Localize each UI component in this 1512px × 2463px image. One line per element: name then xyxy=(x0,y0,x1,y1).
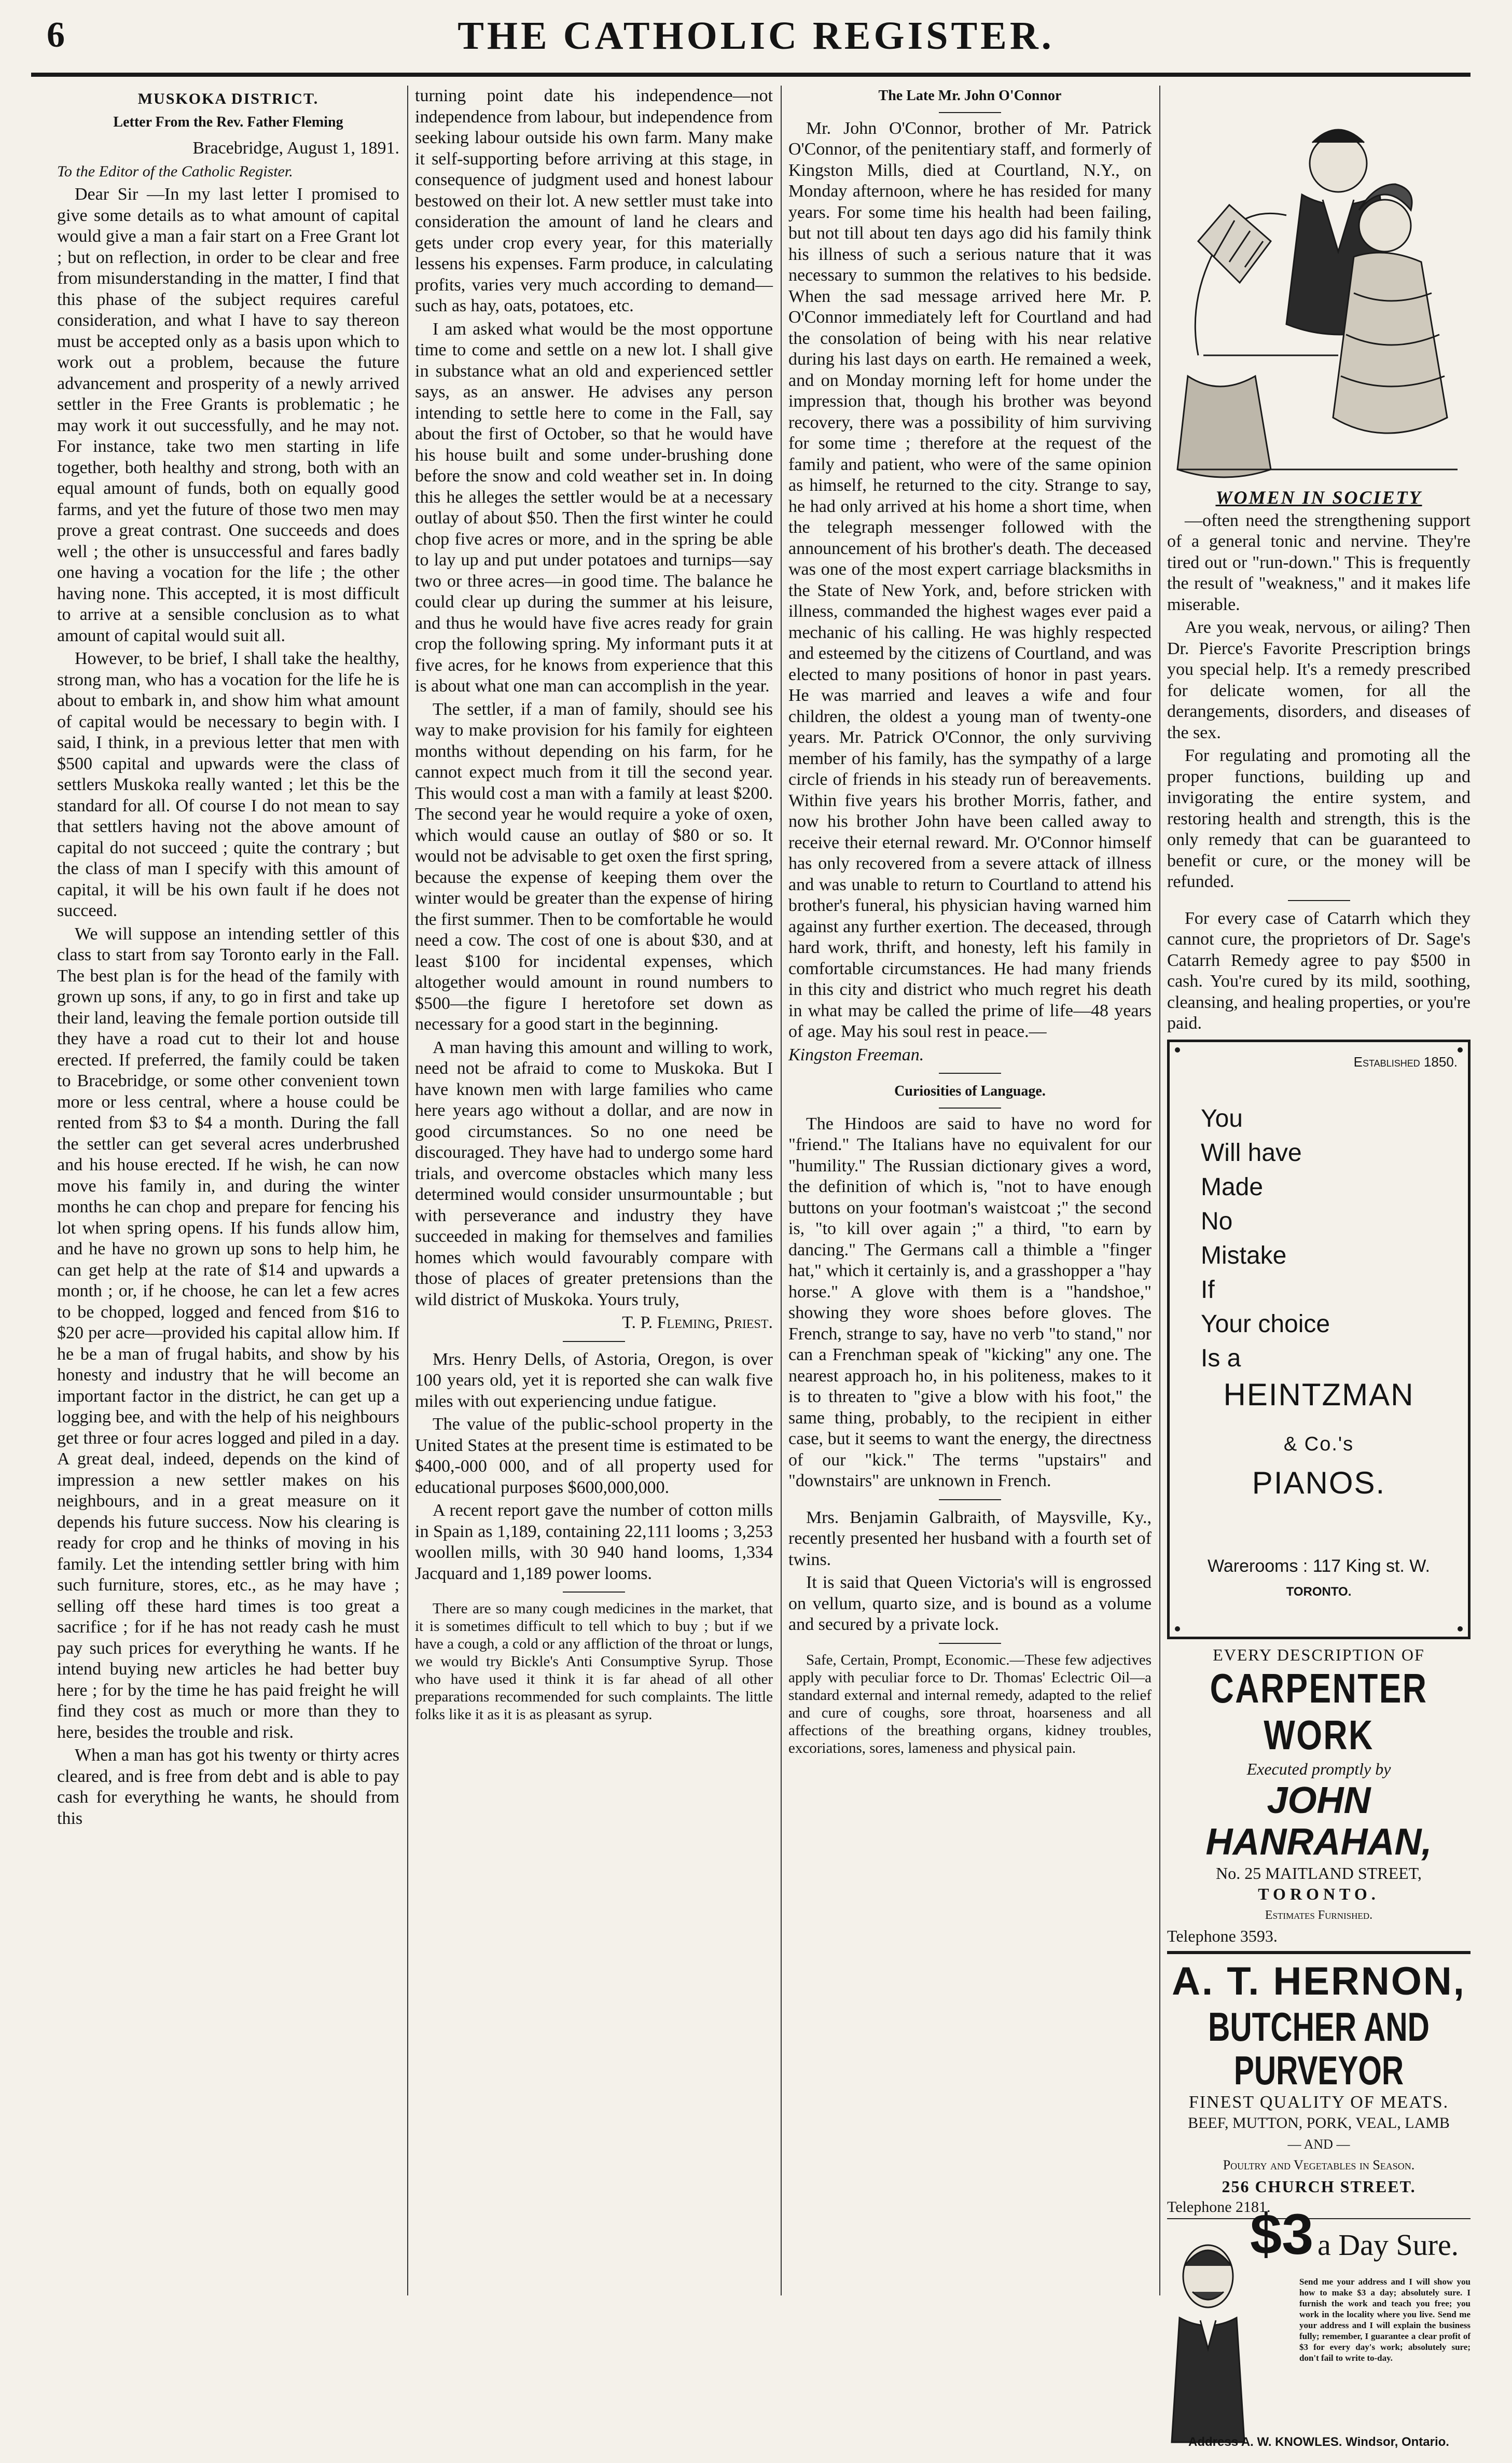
separator xyxy=(939,112,1001,113)
paragraph: We will suppose an intending settler of this class to start from say Toronto early in the Fall. The best plan is for the head of the family with grown up sons, if any, to go in first and take up their land, leaving the female portion outside till they have a road cut to their lot and house erected. If preferred, the family could be taken to Bracebridge, or some other convenient town more or less central, where a house could be rented from $3 to $4 a month. During the fall the settler can get several acres underbrushed and his house erected. If he wish, he can now move his family in, and during the winter months he can chop and prepare for fencing his lot when spring opens. If his funds allow him, and he have no grown up sons to help him, he can get help at the rate of $14 and upwards a month ; or, if he choose, he can let a few acres to be chopped, logged and fenced from $16 to $20 per acre—provided his capital allow him. If he be a man of frugal habits, and show by his honesty and industry that he will become an important factor in the district, he can get up a logging bee, and with the help of his neighbours get three or four acres logged and piled in a day. A great deal, indeed, depends on the kind of impression a new settler makes on his neighbours, and in a great measure on it depends his future success. Now his clearing is ready for crop and he thinks of moving in his family. Let the intending settler bring with him such furniture, stores, etc., as he may have ; selling off these hard times is too great a sacrifice ; for if he has not ready cash he must pay such prices for everything he wants. If he intend buying new articles he had better buy here ; for by the time he has paid freight he will find they cost as much or more than they to here, besides the trouble and risk. xyxy=(57,924,399,1742)
column-rule xyxy=(781,86,782,2295)
warerooms-line: Warerooms : 117 King st. W. xyxy=(1208,1556,1430,1576)
carpenter-address: No. 25 MAITLAND STREET, xyxy=(1216,1863,1422,1883)
paragraph: When a man has got his twenty or thirty acres cleared, and is free from debt and is able to pay cash for everything he wants, he should from this xyxy=(57,1746,399,1828)
heintzman-city: TORONTO. xyxy=(1286,1584,1352,1599)
brief-item: The value of the public-school property in the United States at the present time is estimated to be $400,-000 000, and of all property used for educational purposes $600,000,000. xyxy=(415,1415,773,1497)
article-subheading: Letter From the Rev. Father Fleming xyxy=(113,114,343,130)
ad-line: Mistake xyxy=(1201,1241,1287,1269)
column-1 xyxy=(57,86,399,2295)
carpenter-line: EVERY DESCRIPTION OF xyxy=(1213,1645,1425,1664)
eclectric-oil-ad: Safe, Certain, Prompt, Economic.—These few adjectives apply with peculiar force to Dr. Thomas' Eclectric Oil—a standard external and internal remedy, adapted to the relief and cure of coughs, sore throat, hoarseness and all affections of the breathing organs, kidney troubles, excoriations, sores, lameness and physical pain. xyxy=(788,1651,1152,1756)
hernon-name: A. T. HERNON, xyxy=(1172,1959,1466,2003)
dateline: Bracebridge, August 1, 1891. xyxy=(192,139,399,158)
pierce-paragraph: For regulating and promoting all the proper functions, building up and invigorating the entire system, and restoring health and strength, this is the only remedy that can be guaranteed to benefit or cure, or the money will be refunded. xyxy=(1167,746,1471,891)
brief-item: Mrs. Henry Dells, of Astoria, Oregon, is over 100 years old, yet it is reported she can walk five miles with out experiencing undue fatigue. xyxy=(415,1349,773,1411)
page-number: 6 xyxy=(47,15,65,55)
signature: T. P. Fleming, Priest. xyxy=(622,1313,773,1332)
pierce-paragraph: —often need the strengthening support of a general tonic and nervine. They're tired out or "run-down." This is frequently the result of "weakness," and it makes life miserable. xyxy=(1167,510,1471,614)
column-2 xyxy=(415,86,773,2295)
ad-line: Your choice xyxy=(1201,1310,1330,1338)
ad-line: Will have xyxy=(1201,1139,1302,1167)
ad-line: Is a xyxy=(1201,1344,1241,1372)
ornament-dot xyxy=(1175,1047,1180,1053)
carpenter-estimates: Estimates Furnished. xyxy=(1265,1908,1373,1922)
masthead xyxy=(41,9,1471,66)
paper-title: THE CATHOLIC REGISTER. xyxy=(457,14,1055,58)
heintzman-product: PIANOS. xyxy=(1252,1465,1386,1500)
day-sure-tag: a Day Sure. xyxy=(1317,2227,1459,2262)
day-sure-fine-print: Send me your address and I will show you how to make $3 a day; absolutely sure. I furnish the work and teach you free; you work in the locality where you live. Send me your address and I will explain the business fully; remember, I guarantee a clear profit of $3 for every day's work; absolutely sure; don't fail to write to-day. xyxy=(1299,2276,1471,2363)
ornament-dot xyxy=(1458,1047,1463,1053)
hernon-address: 256 CHURCH STREET. xyxy=(1222,2177,1416,2196)
separator xyxy=(939,1108,1001,1109)
hernon-line: — AND — xyxy=(1287,2136,1350,2152)
sage-paragraph: For every case of Catarrh which they cannot cure, the proprietors of Dr. Sage's Catarrh Remedy agree to pay $500 in cash. You're cured by its mild, soothing, cleansing, and healing properties, or you're paid. xyxy=(1167,908,1471,1033)
couple-illustration xyxy=(1167,86,1463,485)
paragraph: A man having this amount and willing to work, need not be afraid to come to Muskoka. But I have known men with large families who came here years ago without a dollar, and are now in good circumstances. So no one need be discouraged. They have had to undergo some hard trials, and overcome obstacles which many less determined would consider unsurmountable ; but with perseverance and industry they have succeeded in making for themselves and families homes which would favourably compare with those of places of greater pretensions than the wild district of Muskoka. Yours truly, xyxy=(415,1037,773,1309)
heintzman-lines xyxy=(1201,1102,1330,1376)
carpenter-city: TORONTO. xyxy=(1258,1885,1380,1903)
column-4-ads xyxy=(1167,86,1471,2449)
paragraph: turning point date his independence—not independence from labour, but independence from seeking labour outside his own farm. Many make it self-supporting before arriving at this stage, in consequence of judgment used and honest labour bestowed on their lot. A new settler must take into consideration the amount of land he clears and gets under crop every year, for this materially lessens his expenses. Farm produce, in calculating profits, varies very much according to demand—such as hay, oats, potatoes, etc. xyxy=(415,86,773,315)
ornament-dot xyxy=(1175,1626,1180,1631)
hernon-line: FINEST QUALITY OF MEATS. xyxy=(1188,2092,1449,2112)
paragraph: I am asked what would be the most opportune time to come and settle on a new lot. I shall give in substance what an old and experienced settler says, as an answer. He advises any person intending to settle here to come in the Fall, say about the first of October, so that he would have his house built and some under-brushing done before the snow and cold weather set in. In doing this he alleges the settler would be at a necessary outlay of about $50. Then the first winter he could chop five acres or more, and in the spring be able to lay up and put under potatoes and turnips—say two or three acres—in good time. The balance he could clear up during the summer at his leisure, and thus he would have five acres ready for grain crop the following spring. My informant puts it at five acres, for he knows from experience that this is about what one man can accomplish in the year. xyxy=(415,319,773,696)
paragraph: The Hindoos are said to have no word for "friend." The Italians have no equivalent for our "humility." The Russian dictionary gives a word, the definition of which is, "not to have enough buttons on your footman's waistcoat ;" the second is, "to kill over again ;" a third, "to earn by dancing." The Germans call a thimble a "finger hat," which it certainly is, and a grasshopper a "hay horse." A glove with them is a "handshoe," showing they wore shoes before gloves. The French, strange to say, have no verb "to stand," nor can a Frenchman speak of "kicking" any one. The nearest approach ho, in his politeness, makes to it is to threaten to "give a blow with his foot," the same thing, probably, to the recipient in either case, but it seems to want the energy, the directness of our "kick." The terms "upstairs" and "downstairs" are unknown in French. xyxy=(788,1114,1152,1490)
address-line: To the Editor of the Catholic Register. xyxy=(57,162,293,180)
carpenter-line: Executed promptly by xyxy=(1246,1760,1391,1778)
ad-line: If xyxy=(1201,1276,1215,1304)
obituary-heading: The Late Mr. John O'Connor xyxy=(878,88,1062,104)
brief-item: A recent report gave the number of cotton mills in Spain as 1,189, containing 22,111 looms ; 3,253 woollen mills, with 30 940 hand looms, 1,334 Jacquard and 1,189 power looms. xyxy=(415,1501,773,1583)
heintzman-ad xyxy=(1167,1040,1471,1639)
paragraph: Dear Sir —In my last letter I promised to give some details as to what amount of capital would give a man a fair start on a Free Grant lot ; but on reflection, in order to be clear and free from misunderstanding in the matter, I find that this phase of the subject requires careful consideration, and what I have to say thereon must be accepted only as a basis upon which to work out a problem, because the future advancement and prosperity of a newly arrived settler in the Free Grants is problematic ; he may work it out successfully, and he may not. For instance, take two men starting in life together, both healthy and strong, both with an equal amount of funds, both on equally good farms, and yet the future of those two men may prove a great contrast. One succeeds and does well ; the other is unsuccessful and fares badly one having a vocation for the life ; the other having none. This accepted, it is most difficult to arrive at a sensible conclusion as to what amount of capital would suit all. xyxy=(57,185,399,645)
separator xyxy=(939,1499,1001,1500)
paragraph: It is said that Queen Victoria's will is engrossed on vellum, quarto size, and is bound as a volume and secured by a private lock. xyxy=(788,1573,1152,1634)
paragraph: Mrs. Benjamin Galbraith, of Maysville, Ky., recently presented her husband with a fourth set of twins. xyxy=(788,1507,1152,1569)
masthead-rule xyxy=(31,73,1471,77)
dollar-amount: $3 xyxy=(1250,2202,1314,2266)
carpenter-headline: CARPENTER WORK xyxy=(1210,1665,1428,1758)
society-illustration xyxy=(1167,86,1463,485)
article-heading: MUSKOKA DISTRICT. xyxy=(137,90,319,107)
separator xyxy=(1167,1951,1471,1954)
ad-line: You xyxy=(1201,1104,1243,1132)
column-rule xyxy=(1159,86,1160,2295)
pierce-caption: WOMEN IN SOCIETY xyxy=(1215,487,1422,508)
hernon-headline: BUTCHER AND PURVEYOR xyxy=(1208,2003,1430,2093)
hernon-line: Poultry and Vegetables in Season. xyxy=(1223,2157,1415,2173)
paragraph: Mr. John O'Connor, brother of Mr. Patrick O'Connor, of the penitentiary staff, and formerly of Kingston Mills, died at Courtland, N.Y., on Monday afternoon, where he has resided for many years. For some time his health had been failing, but not till about ten days ago did his family think his illness of such a serious nature that it was necessary to summon the relatives to his bedside. When the sad message arrived here Mr. P. O'Connor immediately left for Courtland and had the consolation of being with his near relative during his last days on earth. He remained a week, and on Monday morning left for home under the impression that, though his brother was beyond recovery, there was a possibility of him surviving for some time ; therefore at the request of the family and patient, who were of the same opinion as himself, he returned to the city. Strange to say, he had only arrived at his home a short time, when the telegraph messenger followed with the announcement of his brother's death. The deceased was one of the most expert carriage blacksmiths in the State of New York, and, before stricken with illness, commanded the highest wages ever paid a mechanic of his calling. He was highly respected and esteemed by the citizens of Courtland, and was elected to many positions of honor in past years. He was married and leaves a wife and four children, the oldest a young man of twenty-one years. Mr. Patrick O'Connor, the only surviving member of his family, has the sympathy of a large circle of friends in his steady run of bereavements. Within five years his brother Morris, father, and now his brother John have been called away to receive their eternal reward. Mr. O'Connor himself has only recovered from a severe attack of illness and was unable to return to Courtland to attend his brother's funeral, his physician having warned him against any further exertion. The deceased, through hard work, thrift, and honesty, left his family in comfortable circumstances. He had many friends in this city and district who much regret his death in what may be called the prime of life—48 years of age. May his soul rest in peace.— xyxy=(788,118,1152,1041)
paragraph: The settler, if a man of family, should see his way to make provision for his family for eighteen months without depending on his farm, for he cannot expect much from it till the second year. This would cost a man with a family at least $200. The second year he would require a yoke of oxen, which would cause an outlay of $80 or so. It would not be advisable to get oxen the first spring, because the expense of keeping them over the winter would be greater than the expense of hiring the first summer. Then to be comfortable he would need a cow. The cost of one is about $30, and at least $100 for incidental expenses, which altogether would amount in round numbers to $500—the figure I heretofore set down as necessary for a good start in the beginning. xyxy=(415,699,773,1034)
heintzman-name: HEINTZMAN xyxy=(1223,1377,1414,1412)
established-line: Established 1850. xyxy=(1353,1054,1458,1070)
separator xyxy=(939,1073,1001,1074)
hernon-line: BEEF, MUTTON, PORK, VEAL, LAMB xyxy=(1188,2114,1450,2132)
carpenter-name: JOHN HANRAHAN, xyxy=(1205,1779,1432,1863)
separator xyxy=(1288,900,1350,901)
column-3 xyxy=(788,86,1152,2295)
curiosities-heading: Curiosities of Language. xyxy=(894,1083,1046,1099)
paragraph: However, to be brief, I shall take the healthy, strong man, who has a vocation for the life he is about to embark in, and show him what amount of capital would be necessary to begin with. I said, I think, in a previous letter that men with $500 capital and upwards were the class of settlers Muskoka really wanted ; let this be the standard for all. Of course I do not mean to say that settlers having not the above amount of capital do not succeed ; quite the contrary ; but the class of man I specify with this amount of capital, it will be his own fault if he does not succeed. xyxy=(57,649,399,920)
separator xyxy=(563,1592,625,1593)
ornament-dot xyxy=(1458,1626,1463,1631)
hernon-telephone: Telephone 2181. xyxy=(1167,2198,1271,2216)
carpenter-telephone: Telephone 3593. xyxy=(1167,1927,1278,1945)
ad-line: Made xyxy=(1201,1173,1264,1201)
heintzman-co: & Co.'s xyxy=(1283,1433,1354,1455)
column-rule xyxy=(407,86,408,2295)
ad-line: No xyxy=(1201,1207,1233,1235)
credit-line: Kingston Freeman. xyxy=(788,1045,924,1064)
separator xyxy=(563,1341,625,1342)
pierce-paragraph: Are you weak, nervous, or ailing? Then Dr. Pierce's Favorite Prescription brings you special help. It's a remedy prescribed for delicate women, for all the derangements, disorders, and diseases of the sex. xyxy=(1167,618,1471,742)
day-sure-address: Address A. W. KNOWLES. Windsor, Ontario. xyxy=(1188,2434,1449,2449)
separator xyxy=(939,1643,1001,1644)
portrait-illustration xyxy=(1169,2230,1247,2447)
cough-syrup-ad: There are so many cough medicines in the market, that it is sometimes difficult to tell which to buy ; but if we have a cough, a cold or any affliction of the throat or lungs, we would try Bickle's Anti Consumptive Syrup. Those who have used it think it is far ahead of all other preparations recommended for such complaints. The little folks like it as it is as pleasant as syrup. xyxy=(415,1600,773,1723)
